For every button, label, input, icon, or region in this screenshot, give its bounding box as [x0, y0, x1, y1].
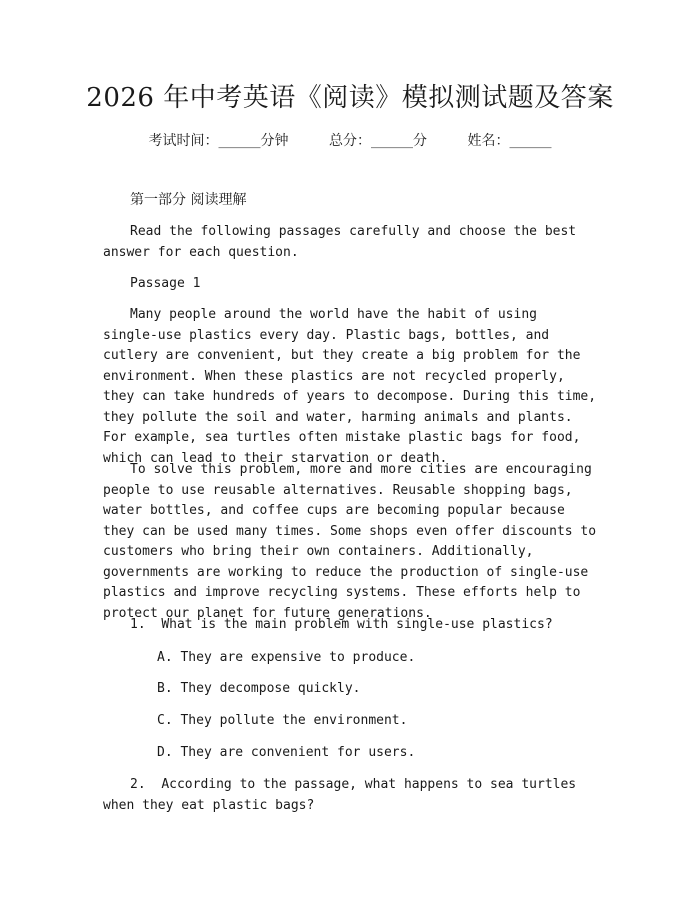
question-text: According to the passage, what happens to sea turtles when they eat plastic bags?	[103, 777, 577, 813]
question-number: 2.	[130, 777, 146, 792]
total-score-field: 总分：______分	[329, 133, 427, 149]
section-heading: 第一部分 阅读理解	[130, 192, 247, 208]
option-b: B. They decompose quickly.	[157, 681, 361, 696]
question-text: What is the main problem with single-use plastics?	[161, 617, 553, 632]
passage-label: Passage 1	[130, 276, 201, 291]
exam-meta	[0, 130, 700, 152]
name-field: 姓名：______	[467, 133, 552, 149]
option-a: A. They are expensive to produce.	[157, 650, 416, 665]
question-2	[103, 775, 598, 816]
option-c: C. They pollute the environment.	[157, 713, 408, 728]
passage-paragraph-2: To solve this problem, more and more cities are encouraging people to use reusable alternatives. Reusable shopping bags, water bottles, and coffee cups are becoming popular because they can be used many times. Some shops even offer discounts to customers who bring their own containers. Additionally, governments are working to reduce the production of single-use plastics and improve recycling systems. These efforts help to protect our planet for future generations.	[103, 462, 597, 621]
document-title: 2026 年中考英语《阅读》模拟测试题及答案	[86, 83, 614, 113]
exam-time-field: 考试时间：______分钟	[148, 133, 289, 149]
instructions-text: Read the following passages carefully and choose the best answer for each question.	[103, 224, 577, 260]
question-number: 1.	[130, 617, 146, 632]
passage-paragraph-1: Many people around the world have the habit of using single-use plastics every day. Plastic bags, bottles, and cutlery are convenient, but they create a big problem for the environment. When these plastics are not recycled properly, they can take hundreds of years to decompose. During this time, they pollute the soil and water, harming animals and plants. For example, sea turtles often mistake plastic bags for food, which can lead to their starvation or death.	[103, 307, 597, 466]
option-d: D. They are convenient for users.	[157, 745, 416, 760]
question-1	[130, 615, 598, 636]
